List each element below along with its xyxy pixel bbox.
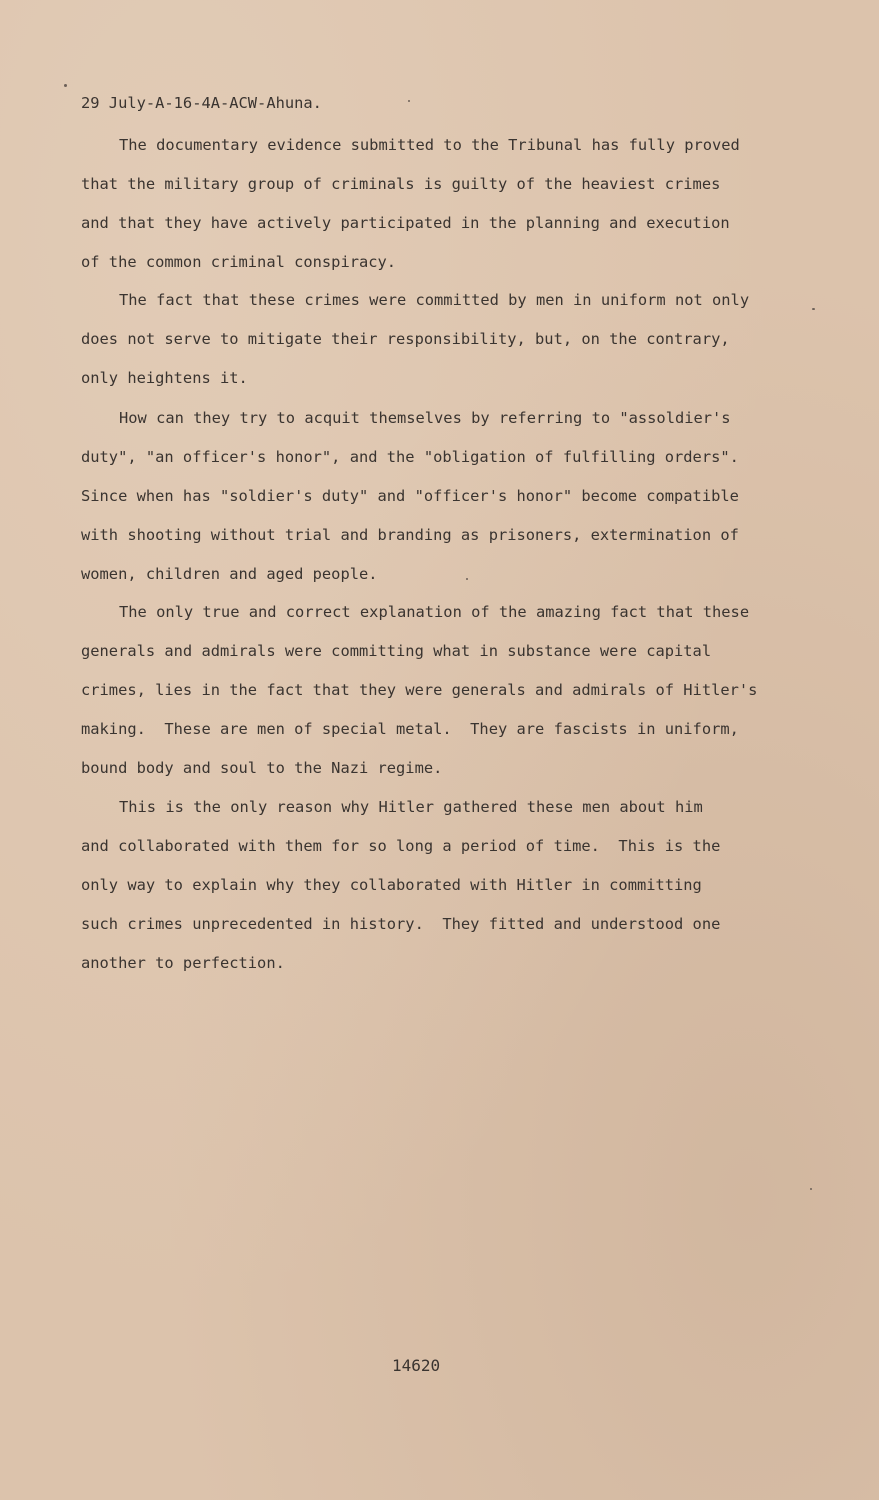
paragraph-line: The fact that these crimes were committed by men in uniform not only: [119, 291, 750, 309]
paragraph-line: does not serve to mitigate their responsibility, but, on the contrary,: [81, 330, 730, 348]
paragraph-line: and collaborated with them for so long a period of time. This is the: [81, 837, 721, 855]
paper-speck: [64, 84, 67, 87]
paragraph-3: [81, 399, 739, 594]
paragraph-line: only heightens it.: [81, 369, 248, 387]
paragraph-line: The documentary evidence submitted to the Tribunal has fully proved: [119, 136, 740, 154]
paragraph-line: another to perfection.: [81, 954, 285, 972]
paragraph-line: only way to explain why they collaborated with Hitler in committing: [81, 876, 702, 894]
paper-speck: [812, 308, 815, 310]
page-number: 14620: [392, 1356, 441, 1375]
paragraph-line: and that they have actively participated in the planning and execution: [81, 214, 730, 232]
paragraph-line: How can they try to acquit themselves by referring to "assoldier's: [119, 409, 731, 427]
paragraph-line: bound body and soul to the Nazi regime.: [81, 759, 443, 777]
paragraph-line: This is the only reason why Hitler gathered these men about him: [119, 798, 703, 816]
paragraph-line: women, children and aged people.: [81, 565, 378, 583]
paragraph-line: with shooting without trial and branding as prisoners, extermination of: [81, 526, 739, 544]
paper-speck: [466, 578, 468, 580]
paragraph-line: The only true and correct explanation of the amazing fact that these: [119, 603, 750, 621]
paragraph-5: [81, 788, 720, 983]
paragraph-line: Since when has "soldier's duty" and "officer's honor" become compatible: [81, 487, 739, 505]
document-header: 29 July-A-16-4A-ACW-Ahuna.: [81, 94, 322, 112]
paragraph-4: [81, 593, 757, 788]
paragraph-line: that the military group of criminals is guilty of the heaviest crimes: [81, 175, 721, 193]
paragraph-line: such crimes unprecedented in history. They fitted and understood one: [81, 915, 721, 933]
paragraph-line: crimes, lies in the fact that they were generals and admirals of Hitler's: [81, 681, 758, 699]
paragraph-1: [81, 126, 740, 282]
paragraph-line: of the common criminal conspiracy.: [81, 253, 397, 271]
paper-speck: [810, 1188, 812, 1190]
paragraph-2: [81, 281, 749, 398]
paragraph-line: generals and admirals were committing what in substance were capital: [81, 642, 712, 660]
paragraph-line: making. These are men of special metal. They are fascists in uniform,: [81, 720, 739, 738]
paper-speck: [408, 100, 410, 102]
paragraph-line: duty", "an officer's honor", and the "obligation of fulfilling orders".: [81, 448, 739, 466]
